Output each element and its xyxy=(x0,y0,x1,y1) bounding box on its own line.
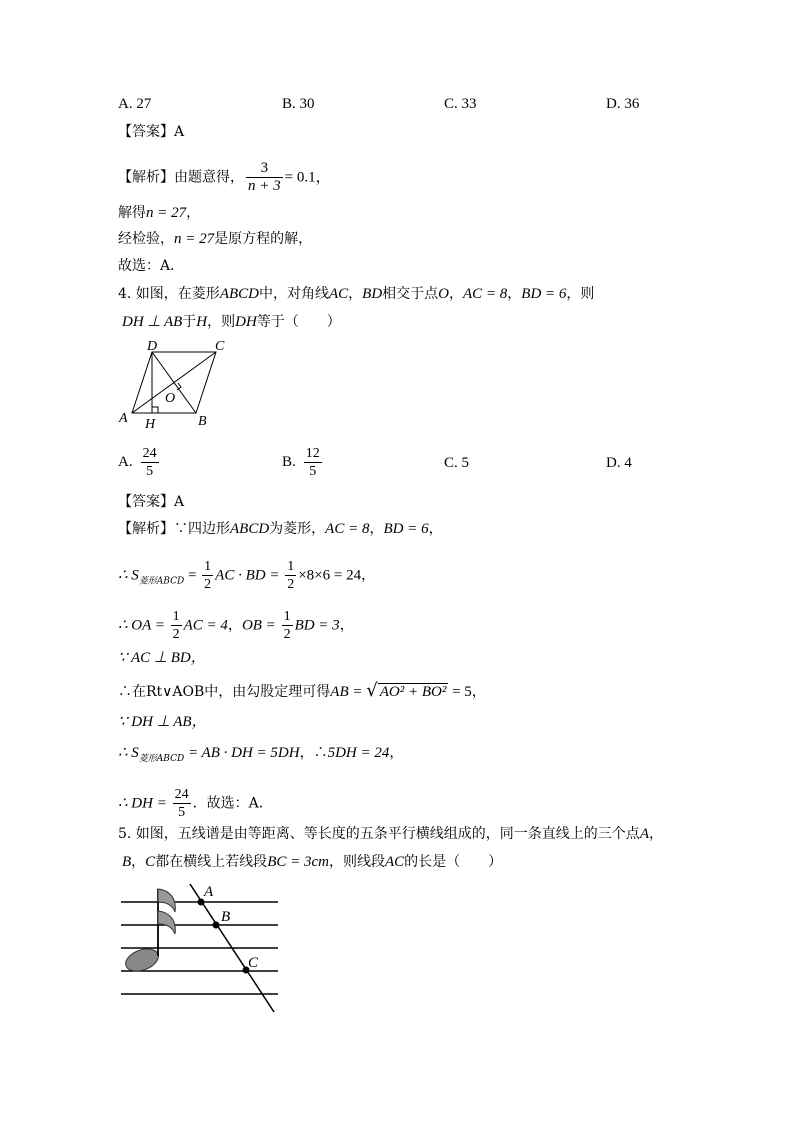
q4-stem-1b: ABCD xyxy=(219,286,259,302)
q3-check-line xyxy=(118,229,312,249)
q5-stem-line2 xyxy=(122,852,502,872)
q5-stem-2d: 都在横线上若线段 xyxy=(155,854,268,870)
label-o: O xyxy=(165,391,176,406)
q4-stem-2b: 于 xyxy=(182,314,197,330)
q4-option-d: D. 4 xyxy=(606,455,632,471)
staff-lines xyxy=(121,902,278,994)
q4-stem-1g: 相交于点 xyxy=(382,286,439,302)
q4-l2-d: 2 xyxy=(204,577,212,592)
q4-l2-frac2 xyxy=(285,558,296,593)
q4-l2-g: 2 xyxy=(287,577,295,592)
q3-answer: 【答案】A xyxy=(118,124,185,140)
q4-l8-b: 24 xyxy=(174,787,189,802)
q4-analysis-line2 xyxy=(118,558,375,593)
q5-stem-1-pt: A xyxy=(639,826,649,842)
q4-analysis-line1 xyxy=(118,519,443,539)
q4-option-c: C. 5 xyxy=(444,455,470,471)
q4-l2-f: 1 xyxy=(287,559,295,574)
q4-stem-1j: AC = 8 xyxy=(463,286,508,302)
q4-option-b-frac xyxy=(304,445,322,480)
q4-analysis-label: 【解析】 xyxy=(118,521,174,537)
q4-l7-d: 5DH = 24 xyxy=(327,745,390,761)
q4-stem-1m: ，则 xyxy=(566,286,595,302)
q5-stem-2a: B xyxy=(122,854,132,870)
q4-l5-a: ∴在Rt∨AOB中，由勾股定理可得 xyxy=(118,684,331,700)
q3-option-b: B. 30 xyxy=(282,96,315,112)
q4-l3-frac2 xyxy=(282,608,293,643)
q4-l7-a: ∴ S xyxy=(118,745,139,761)
q4-l3-i: BD = 3 xyxy=(294,617,340,634)
q4-option-a-den: 5 xyxy=(146,464,154,479)
q3-check-prefix: 经检验， xyxy=(118,231,174,247)
q4-option-a-frac xyxy=(141,445,159,480)
label-a: A xyxy=(204,884,214,900)
q4-l2-h: ×8×6 = 24 xyxy=(298,567,362,584)
point-b xyxy=(213,922,220,929)
right-angle-mark-o xyxy=(177,383,181,390)
q5-staff-figure xyxy=(115,878,285,1016)
q4-l3-c: 2 xyxy=(172,627,180,642)
q4-l2-b: = xyxy=(184,567,201,584)
q4-l3-frac1 xyxy=(171,608,182,643)
label-c: C xyxy=(248,955,259,971)
q3-check-suffix: 是原方程的解， xyxy=(214,231,313,247)
q3-frac-den: n + 3 xyxy=(248,178,281,194)
q4-stem-2a: DH ⊥ AB xyxy=(122,314,183,330)
q4-stem-line2 xyxy=(122,312,341,332)
q3-analysis-label: 【解析】 xyxy=(118,169,174,186)
q4-l1-b: ABCD xyxy=(230,521,270,537)
q3-option-d: D. 36 xyxy=(606,96,640,112)
label-d: D xyxy=(147,339,158,354)
q3-fraction xyxy=(246,160,283,195)
q4-l7-e: ， xyxy=(389,745,404,761)
q4-stem-1a: 4. 如图，在菱形 xyxy=(118,286,220,302)
q4-l2-sub: 菱形ABCD xyxy=(138,576,185,587)
q3-analysis-intro: 由题意得， xyxy=(174,169,244,186)
q5-stem-2b: ， xyxy=(131,854,146,870)
q4-l8-d: ．故选：A． xyxy=(192,795,273,812)
q4-l5-c: AO² + BO² xyxy=(379,684,447,700)
q4-l2-i: ， xyxy=(361,567,376,584)
q4-stem-1k: ， xyxy=(507,286,522,302)
q4-stem-1l: BD = 6 xyxy=(521,286,567,302)
q4-analysis-line7 xyxy=(118,743,403,769)
right-angle-mark-h xyxy=(152,407,158,413)
q4-l1-d: AC = 8 xyxy=(325,521,370,537)
q4-l8-a: ∴ DH = xyxy=(118,795,171,812)
q3-check-eq: n = 27 xyxy=(174,231,215,247)
q4-option-b-label: B. xyxy=(282,453,296,470)
q3-solve-line xyxy=(118,203,200,223)
q4-option-b-den: 5 xyxy=(309,464,317,479)
q4-analysis-line5 xyxy=(118,681,486,702)
q5-stem-1: 5. 如图，五线谱是由等距离、等长度的五条平行横线组成的，同一条直线上的三个点 xyxy=(118,826,640,842)
q4-l7-b: = AB · DH = 5DH xyxy=(184,745,300,761)
q3-solve-suffix: ， xyxy=(186,205,201,221)
q4-analysis-line4: ∵ AC ⊥ BD， xyxy=(118,650,206,666)
q4-l8-c: 5 xyxy=(178,805,186,820)
q4-analysis-line3 xyxy=(118,608,354,643)
q4-l3-f: OB = xyxy=(241,617,280,634)
q4-stem-1c: 中，对角线 xyxy=(258,286,329,302)
sqrt-symbol: √ xyxy=(366,680,378,701)
label-b: B xyxy=(198,414,207,429)
q3-option-a: A. 27 xyxy=(118,96,152,112)
q3-solve-eq: n = 27 xyxy=(146,205,187,221)
q4-answer: 【答案】A xyxy=(118,494,185,510)
q4-l3-g: 1 xyxy=(283,609,291,624)
q4-stem-1i: ， xyxy=(449,286,463,302)
q3-solve-prefix: 解得 xyxy=(118,205,146,221)
q4-stem-2e: DH xyxy=(235,314,257,330)
q3-eq-rhs: = 0.1， xyxy=(284,169,331,186)
q4-stem-1f: BD xyxy=(362,286,383,302)
q4-l2-a: ∴ S xyxy=(118,567,139,584)
q4-l2-e: AC · BD = xyxy=(215,567,284,584)
q4-analysis-line6: ∵ DH ⊥ AB， xyxy=(118,714,207,730)
q4-l5-d: = 5 xyxy=(448,684,472,700)
q4-option-a xyxy=(118,445,161,480)
q4-l1-e: ， xyxy=(369,521,384,537)
q4-stem-2f: 等于（ ） xyxy=(256,314,341,330)
q4-l1-c: 为菱形， xyxy=(269,521,326,537)
q5-stem-2e: BC = 3cm xyxy=(267,854,329,870)
q4-l3-d: AC = 4 xyxy=(183,617,228,634)
q5-stem-line1 xyxy=(118,824,663,844)
q5-stem-2c: C xyxy=(145,854,156,870)
q4-l3-j: ， xyxy=(339,617,354,634)
q4-l3-e: ， xyxy=(227,617,242,634)
q4-l8-frac xyxy=(173,786,191,821)
q4-option-a-num: 24 xyxy=(142,446,157,461)
q4-l5-b: AB = xyxy=(330,684,367,700)
label-b: B xyxy=(221,909,231,925)
q3-analysis xyxy=(118,160,331,195)
q4-option-b xyxy=(282,445,324,480)
q4-l2-c: 1 xyxy=(204,559,212,574)
q4-stem-2c: H xyxy=(196,314,208,330)
q4-l7-c: ，∴ xyxy=(299,745,328,761)
q4-l3-b: 1 xyxy=(172,609,180,624)
q4-stem-1d: AC xyxy=(328,286,349,302)
q4-rhombus-figure xyxy=(112,336,242,432)
q3-frac-num: 3 xyxy=(246,160,283,178)
label-c: C xyxy=(215,339,225,354)
q5-stem-2f: ，则线段 xyxy=(328,854,385,870)
label-h: H xyxy=(145,417,156,432)
q5-stem-2g: AC xyxy=(384,854,405,870)
q5-stem-1-end: ， xyxy=(648,826,663,842)
q4-option-a-label: A. xyxy=(118,453,133,470)
q4-l2-frac1 xyxy=(202,558,213,593)
q4-l5-e: ， xyxy=(471,684,486,700)
q4-l3-a: ∴ OA = xyxy=(118,617,169,634)
q5-stem-2h: 的长是（ ） xyxy=(404,854,503,870)
q4-stem-1e: ， xyxy=(348,286,363,302)
q4-stem-2d: ，则 xyxy=(207,314,236,330)
q3-conclusion: 故选：A． xyxy=(118,258,185,274)
q4-stem-1h: O xyxy=(438,286,449,302)
q4-l1-a: ∵四边形 xyxy=(174,521,230,537)
q4-l7-sub: 菱形ABCD xyxy=(138,754,185,764)
q4-l3-h: 2 xyxy=(283,627,291,642)
label-a: A xyxy=(119,411,128,426)
q4-l1-f: BD = 6 xyxy=(383,521,429,537)
q3-option-c: C. 33 xyxy=(444,96,477,112)
q4-l1-g: ， xyxy=(428,521,443,537)
q4-stem-line1 xyxy=(118,284,594,304)
q4-option-b-num: 12 xyxy=(305,446,320,461)
q4-analysis-line8 xyxy=(118,786,273,821)
